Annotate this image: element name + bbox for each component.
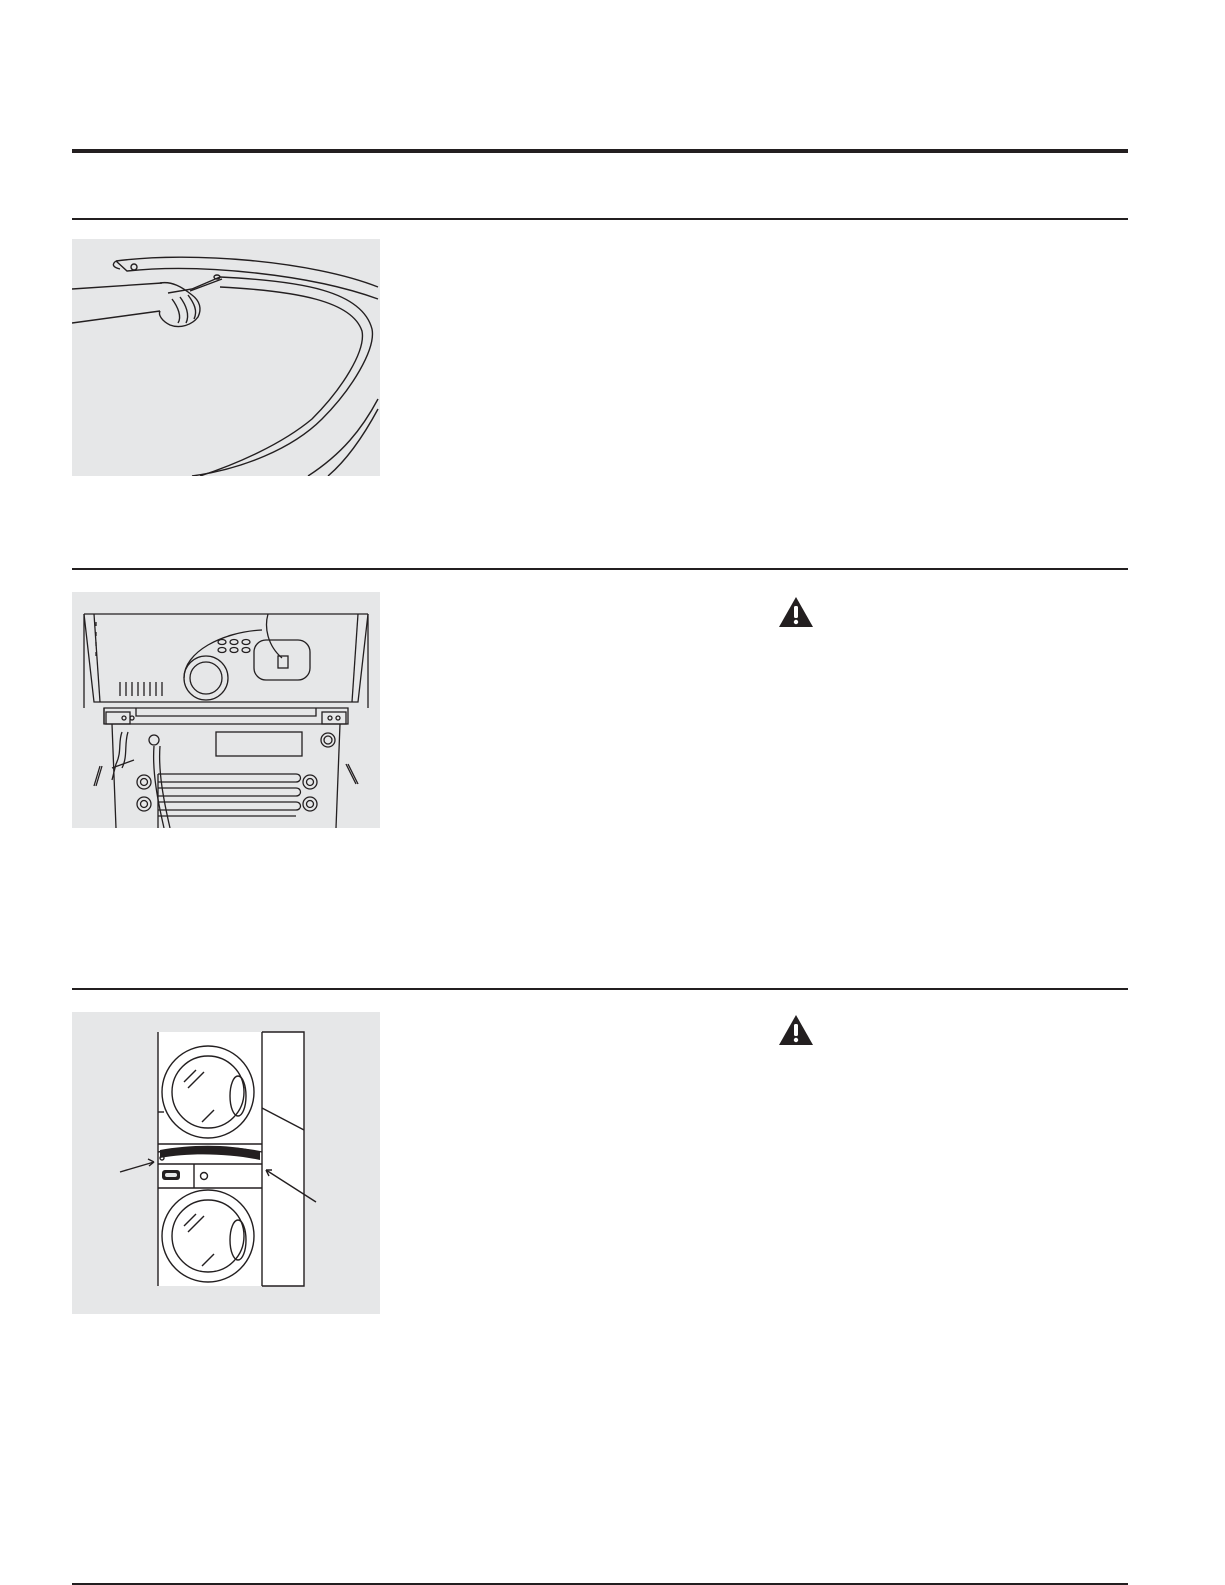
header-rule-thick — [72, 149, 1128, 153]
screwdriver-removing-top-panel-illustration — [72, 239, 380, 476]
section-3-rule — [72, 988, 1128, 990]
section-2-rule — [72, 568, 1128, 570]
section-1-rule — [72, 218, 1128, 220]
front-view-stacked-washer-dryer-illustration — [72, 1012, 380, 1314]
warning-triangle-icon — [778, 596, 814, 628]
rear-view-stacked-units-bracket-illustration — [72, 592, 380, 828]
warning-triangle-icon — [778, 1014, 814, 1046]
